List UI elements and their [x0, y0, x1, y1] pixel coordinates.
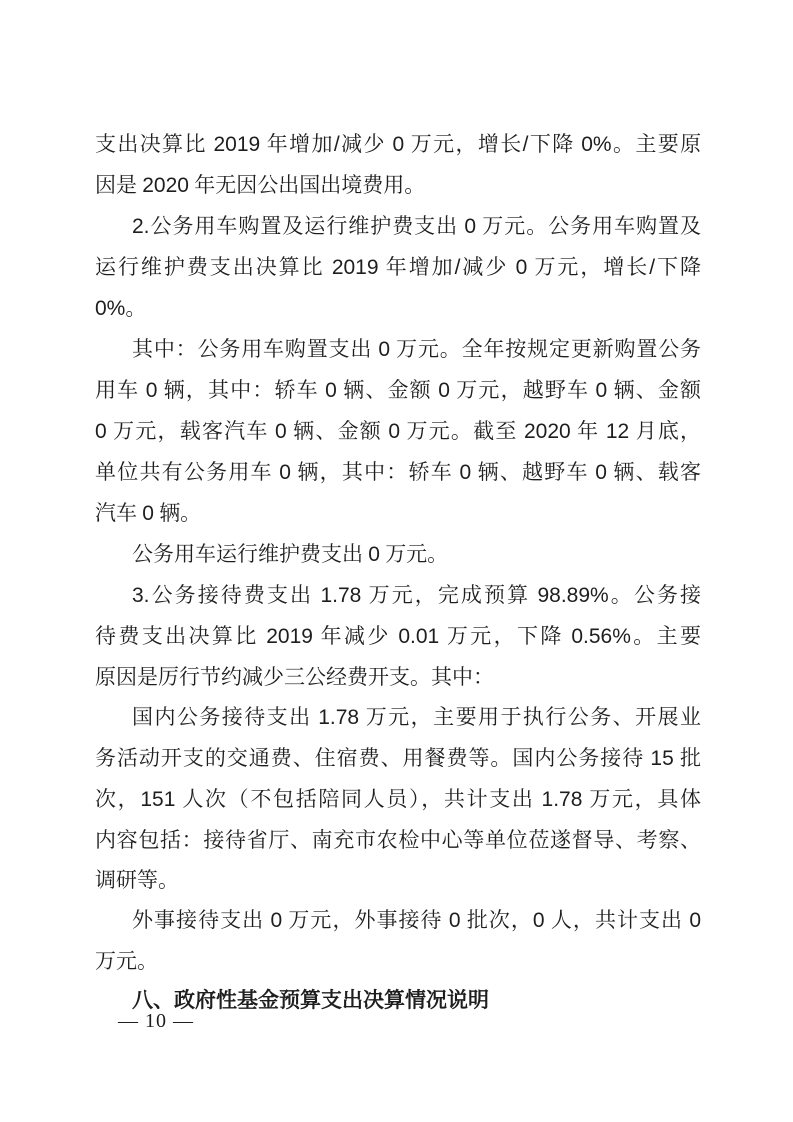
numeric-text: 2019: [266, 625, 313, 648]
numeric-text: 0: [459, 461, 472, 484]
numeric-text: /: [649, 256, 656, 279]
numeric-text: 15: [650, 747, 674, 770]
numeric-text: 2019: [213, 133, 261, 156]
page-number: — 10 —: [118, 1010, 194, 1032]
text-line: 务活动开支的交通费、住宿费、用餐费等。国内公务接待 15 批: [95, 746, 701, 770]
numeric-text: 0: [270, 909, 283, 932]
numeric-text: 0%: [95, 297, 126, 320]
numeric-text: 0: [448, 909, 461, 932]
text-line: 0%。: [95, 296, 147, 320]
numeric-text: 0: [464, 215, 477, 238]
text-line: 支出决算比 2019 年增加/减少 0 万元，增长/下降 0%。主要原: [95, 132, 702, 156]
numeric-text: 0: [275, 420, 287, 443]
text-line: 其中：公务用车购置支出 0 万元。全年按规定更新购置公务: [132, 337, 702, 361]
text-line: 汽车 0 辆。: [95, 501, 202, 525]
numeric-text: /: [522, 133, 529, 156]
numeric-text: 0: [368, 543, 380, 566]
numeric-text: 0: [595, 461, 607, 484]
numeric-text: 1.78: [320, 584, 362, 607]
numeric-text: 1.78: [541, 788, 583, 811]
text-line: 公务用车运行维护费支出 0 万元。: [132, 542, 449, 566]
numeric-text: /: [333, 133, 340, 156]
numeric-text: 2020: [142, 174, 189, 197]
numeric-text: 1.78: [318, 706, 360, 729]
text-line: 2.公务用车购置及运行维护费支出 0 万元。公务用车购置及: [132, 214, 702, 238]
numeric-text: 12: [605, 420, 630, 443]
text-line: 国内公务接待支出 1.78 万元，主要用于执行公务、开展业: [132, 705, 701, 729]
text-line: 单位共有公务用车 0 辆，其中：轿车 0 辆、越野车 0 辆、载客: [95, 460, 702, 484]
numeric-text: 0: [145, 379, 158, 402]
text-line: 0 万元，载客汽车 0 辆、金额 0 万元。截至 2020 年 12 月底，: [95, 419, 702, 443]
numeric-text: 0.56%: [571, 625, 631, 648]
numeric-text: 151: [140, 788, 176, 811]
numeric-text: 0: [532, 909, 545, 932]
numeric-text: 0: [689, 909, 702, 932]
numeric-text: 0: [388, 420, 401, 443]
numeric-text: 0: [515, 256, 528, 279]
numeric-text: /: [454, 256, 461, 279]
text-line: 原因是厉行节约减少三公经费开支。其中：: [95, 665, 494, 689]
numeric-text: 0: [378, 338, 391, 361]
numeric-text: 0: [142, 502, 154, 525]
numeric-text: 0: [392, 133, 405, 156]
text-line: 万元。: [95, 949, 158, 973]
text-line: 内容包括：接待省厅、南充市农检中心等单位莅遂督导、考察、: [95, 828, 701, 852]
numeric-text: 0: [438, 379, 450, 402]
numeric-text: 0%: [581, 133, 612, 156]
text-line: 3.公务接待费支出 1.78 万元，完成预算 98.89%。公务接: [132, 583, 702, 607]
numeric-text: 0: [95, 420, 107, 443]
text-line: 次，151 人次（不包括陪同人员），共计支出 1.78 万元，具体: [95, 787, 702, 811]
text-line: 运行维护费支出决算比 2019 年增加/减少 0 万元，增长/下降: [95, 255, 702, 279]
numeric-text: 2.: [132, 215, 150, 238]
numeric-text: 0: [279, 461, 291, 484]
numeric-text: 2020: [523, 420, 571, 443]
document-body: [95, 124, 701, 1021]
text-line: 待费支出决算比 2019 年减少 0.01 万元，下降 0.56%。主要: [95, 624, 702, 648]
section-heading: 八、政府性基金预算支出决算情况说明: [132, 989, 489, 1012]
numeric-text: 0: [325, 379, 337, 402]
text-line: 调研等。: [95, 868, 179, 892]
text-line: 因是 2020 年无因公出国出境费用。: [95, 173, 426, 197]
text-line: 外事接待支出 0 万元，外事接待 0 批次，0 人，共计支出 0: [132, 908, 702, 932]
numeric-text: 3.: [132, 584, 150, 607]
numeric-text: 0: [595, 379, 608, 402]
text-line: 用车 0 辆，其中：轿车 0 辆、金额 0 万元，越野车 0 辆、金额: [95, 378, 702, 402]
numeric-text: 0.01: [398, 625, 440, 648]
numeric-text: 98.89%: [537, 584, 609, 607]
numeric-text: 2019: [331, 256, 379, 279]
